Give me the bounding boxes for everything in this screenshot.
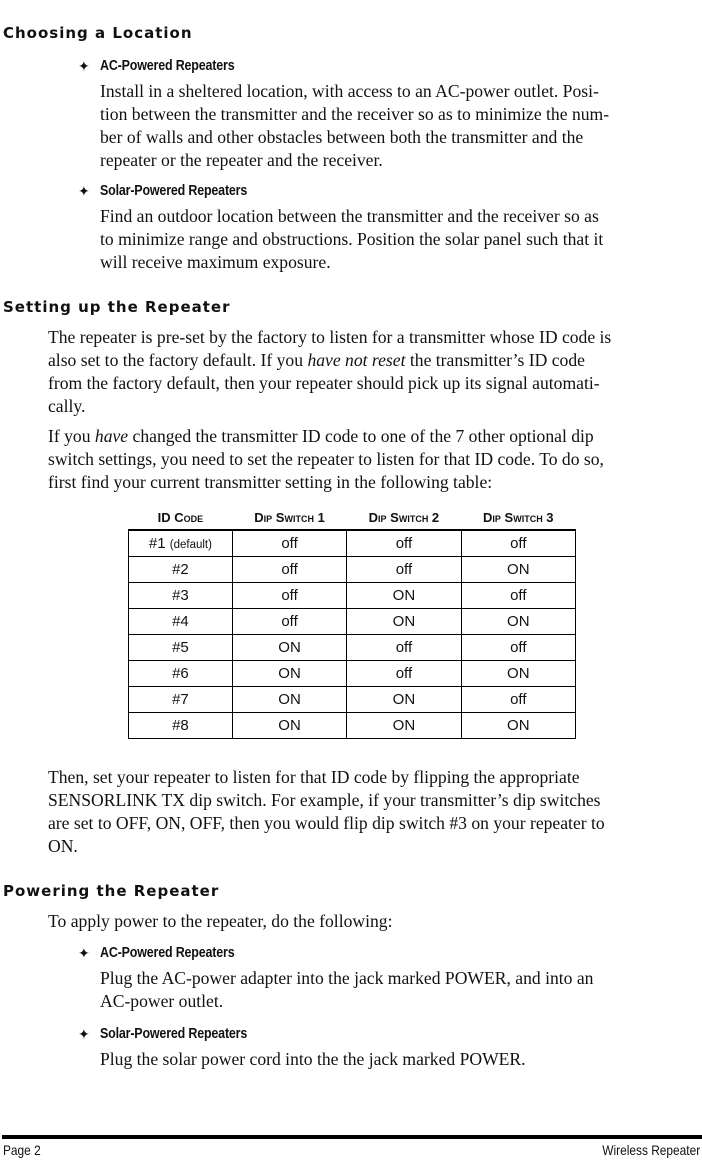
subhead-solar-power: Solar-Powered Repeaters — [100, 1026, 248, 1042]
table-cell: off — [232, 609, 346, 635]
table-cell: off — [461, 687, 575, 713]
solar-location-text — [100, 205, 702, 274]
text-line: AC-power outlet. — [100, 990, 224, 1011]
table-cell: #5 — [129, 635, 233, 661]
text-line: will receive maximum exposure. — [100, 251, 331, 272]
solar-power-text — [100, 1048, 702, 1071]
table-cell: #3 — [129, 583, 233, 609]
text-line — [48, 349, 702, 372]
text-line: switch settings, you need to set the repeater to listen for that ID code. To do so, — [48, 448, 604, 469]
table-cell: ON — [461, 609, 575, 635]
col-header-dip-2: Dip Switch 2 — [347, 506, 461, 530]
heading-choosing-location: Choosing a Location — [3, 24, 193, 42]
table-cell: off — [232, 530, 346, 557]
bullet-icon: ✦ — [78, 184, 90, 200]
table-cell: ON — [461, 557, 575, 583]
subhead-ac-location: AC-Powered Repeaters — [100, 58, 235, 74]
col-header-dip-3: Dip Switch 3 — [461, 506, 575, 530]
col-header-dip-1: Dip Switch 1 — [232, 506, 346, 530]
table-cell: ON — [232, 635, 346, 661]
col-header-id-code: ID Code — [129, 506, 233, 530]
text-line: tion between the transmitter and the receiver so as to minimize the num- — [100, 103, 610, 124]
text-line — [48, 425, 702, 448]
table-row — [129, 687, 576, 713]
table-cell: ON — [232, 661, 346, 687]
table-cell: off — [232, 583, 346, 609]
table-cell: off — [461, 583, 575, 609]
table-cell: off — [347, 530, 461, 557]
emphasis: have — [94, 426, 129, 446]
table-cell: #8 — [129, 713, 233, 739]
setup-paragraph-1 — [48, 326, 702, 418]
text-line: are set to OFF, ON, OFF, then you would flip dip switch #3 on your repeater to — [48, 812, 605, 833]
table-cell: #4 — [129, 609, 233, 635]
table-row — [129, 530, 576, 557]
table-cell: ON — [232, 713, 346, 739]
page-number: Page 2 — [3, 1142, 41, 1158]
table-row — [129, 609, 576, 635]
text-line: cally. — [48, 395, 86, 416]
ac-location-text — [100, 80, 702, 172]
text-line: ber of walls and other obstacles between both the transmitter and the — [100, 126, 584, 147]
table-cell: off — [232, 557, 346, 583]
bullet-icon: ✦ — [78, 59, 90, 75]
table-cell: off — [461, 635, 575, 661]
text-line: Then, set your repeater to listen for that ID code by flipping the appropriate — [48, 767, 580, 787]
table-cell: off — [347, 557, 461, 583]
table-cell: ON — [461, 661, 575, 687]
subhead-solar-location: Solar-Powered Repeaters — [100, 183, 248, 199]
table-header-row — [129, 506, 576, 530]
text-span: changed the transmitter ID code to one of the 7 other optional dip — [128, 426, 594, 446]
table-cell — [129, 530, 233, 557]
table-row — [129, 661, 576, 687]
text-span: also set to the factory default. If you — [48, 349, 308, 370]
table-cell: #7 — [129, 687, 233, 713]
table-cell: off — [461, 530, 575, 557]
table-row — [129, 635, 576, 661]
text-line: to minimize range and obstructions. Position the solar panel such that it — [100, 228, 604, 249]
dip-switch-table — [128, 506, 576, 739]
document-title: Wireless Repeater — [602, 1142, 700, 1158]
text-line: Plug the solar power cord into the the jack marked POWER. — [100, 1049, 526, 1069]
text-line: The repeater is pre-set by the factory to listen for a transmitter whose ID code is — [48, 327, 612, 347]
table-cell: off — [347, 661, 461, 687]
ac-power-text — [100, 967, 702, 1013]
table-cell: ON — [347, 609, 461, 635]
table-row — [129, 713, 576, 739]
table-cell: off — [347, 635, 461, 661]
text-line: Plug the AC-power adapter into the jack marked POWER, and into an — [100, 968, 594, 988]
footer-rule — [2, 1135, 702, 1139]
setup-paragraph-3 — [48, 766, 702, 858]
emphasis: have not reset — [307, 349, 406, 370]
table-cell: ON — [347, 713, 461, 739]
table-cell: #6 — [129, 661, 233, 687]
table-cell: ON — [347, 583, 461, 609]
text-line: ON. — [48, 835, 78, 856]
heading-powering: Powering the Repeater — [3, 882, 220, 900]
text-line: first find your current transmitter setting in the following table: — [48, 471, 493, 492]
power-intro: To apply power to the repeater, do the following: — [48, 911, 393, 931]
text-line: Find an outdoor location between the transmitter and the receiver so as — [100, 206, 599, 226]
table-cell: ON — [347, 687, 461, 713]
text-line: SENSORLINK TX dip switch. For example, if your transmitter’s dip switches — [48, 789, 601, 810]
table-cell: ON — [232, 687, 346, 713]
text-line: Install in a sheltered location, with access to an AC-power outlet. Posi- — [100, 81, 599, 101]
table-row — [129, 557, 576, 583]
text-span: the transmitter’s ID code — [405, 349, 585, 370]
subhead-ac-power: AC-Powered Repeaters — [100, 945, 235, 961]
setup-paragraph-2 — [48, 425, 702, 494]
table-cell: #2 — [129, 557, 233, 583]
text-span: If you — [48, 426, 95, 446]
text-line: repeater or the repeater and the receiver. — [100, 149, 383, 170]
table-row — [129, 583, 576, 609]
heading-setting-up: Setting up the Repeater — [3, 298, 231, 316]
table-cell: ON — [461, 713, 575, 739]
bullet-icon: ✦ — [78, 946, 90, 962]
bullet-icon: ✦ — [78, 1027, 90, 1043]
id-code: #1 — [148, 535, 166, 552]
default-note: (default) — [169, 539, 212, 551]
text-line: from the factory default, then your repeater should pick up its signal automati- — [48, 372, 600, 393]
